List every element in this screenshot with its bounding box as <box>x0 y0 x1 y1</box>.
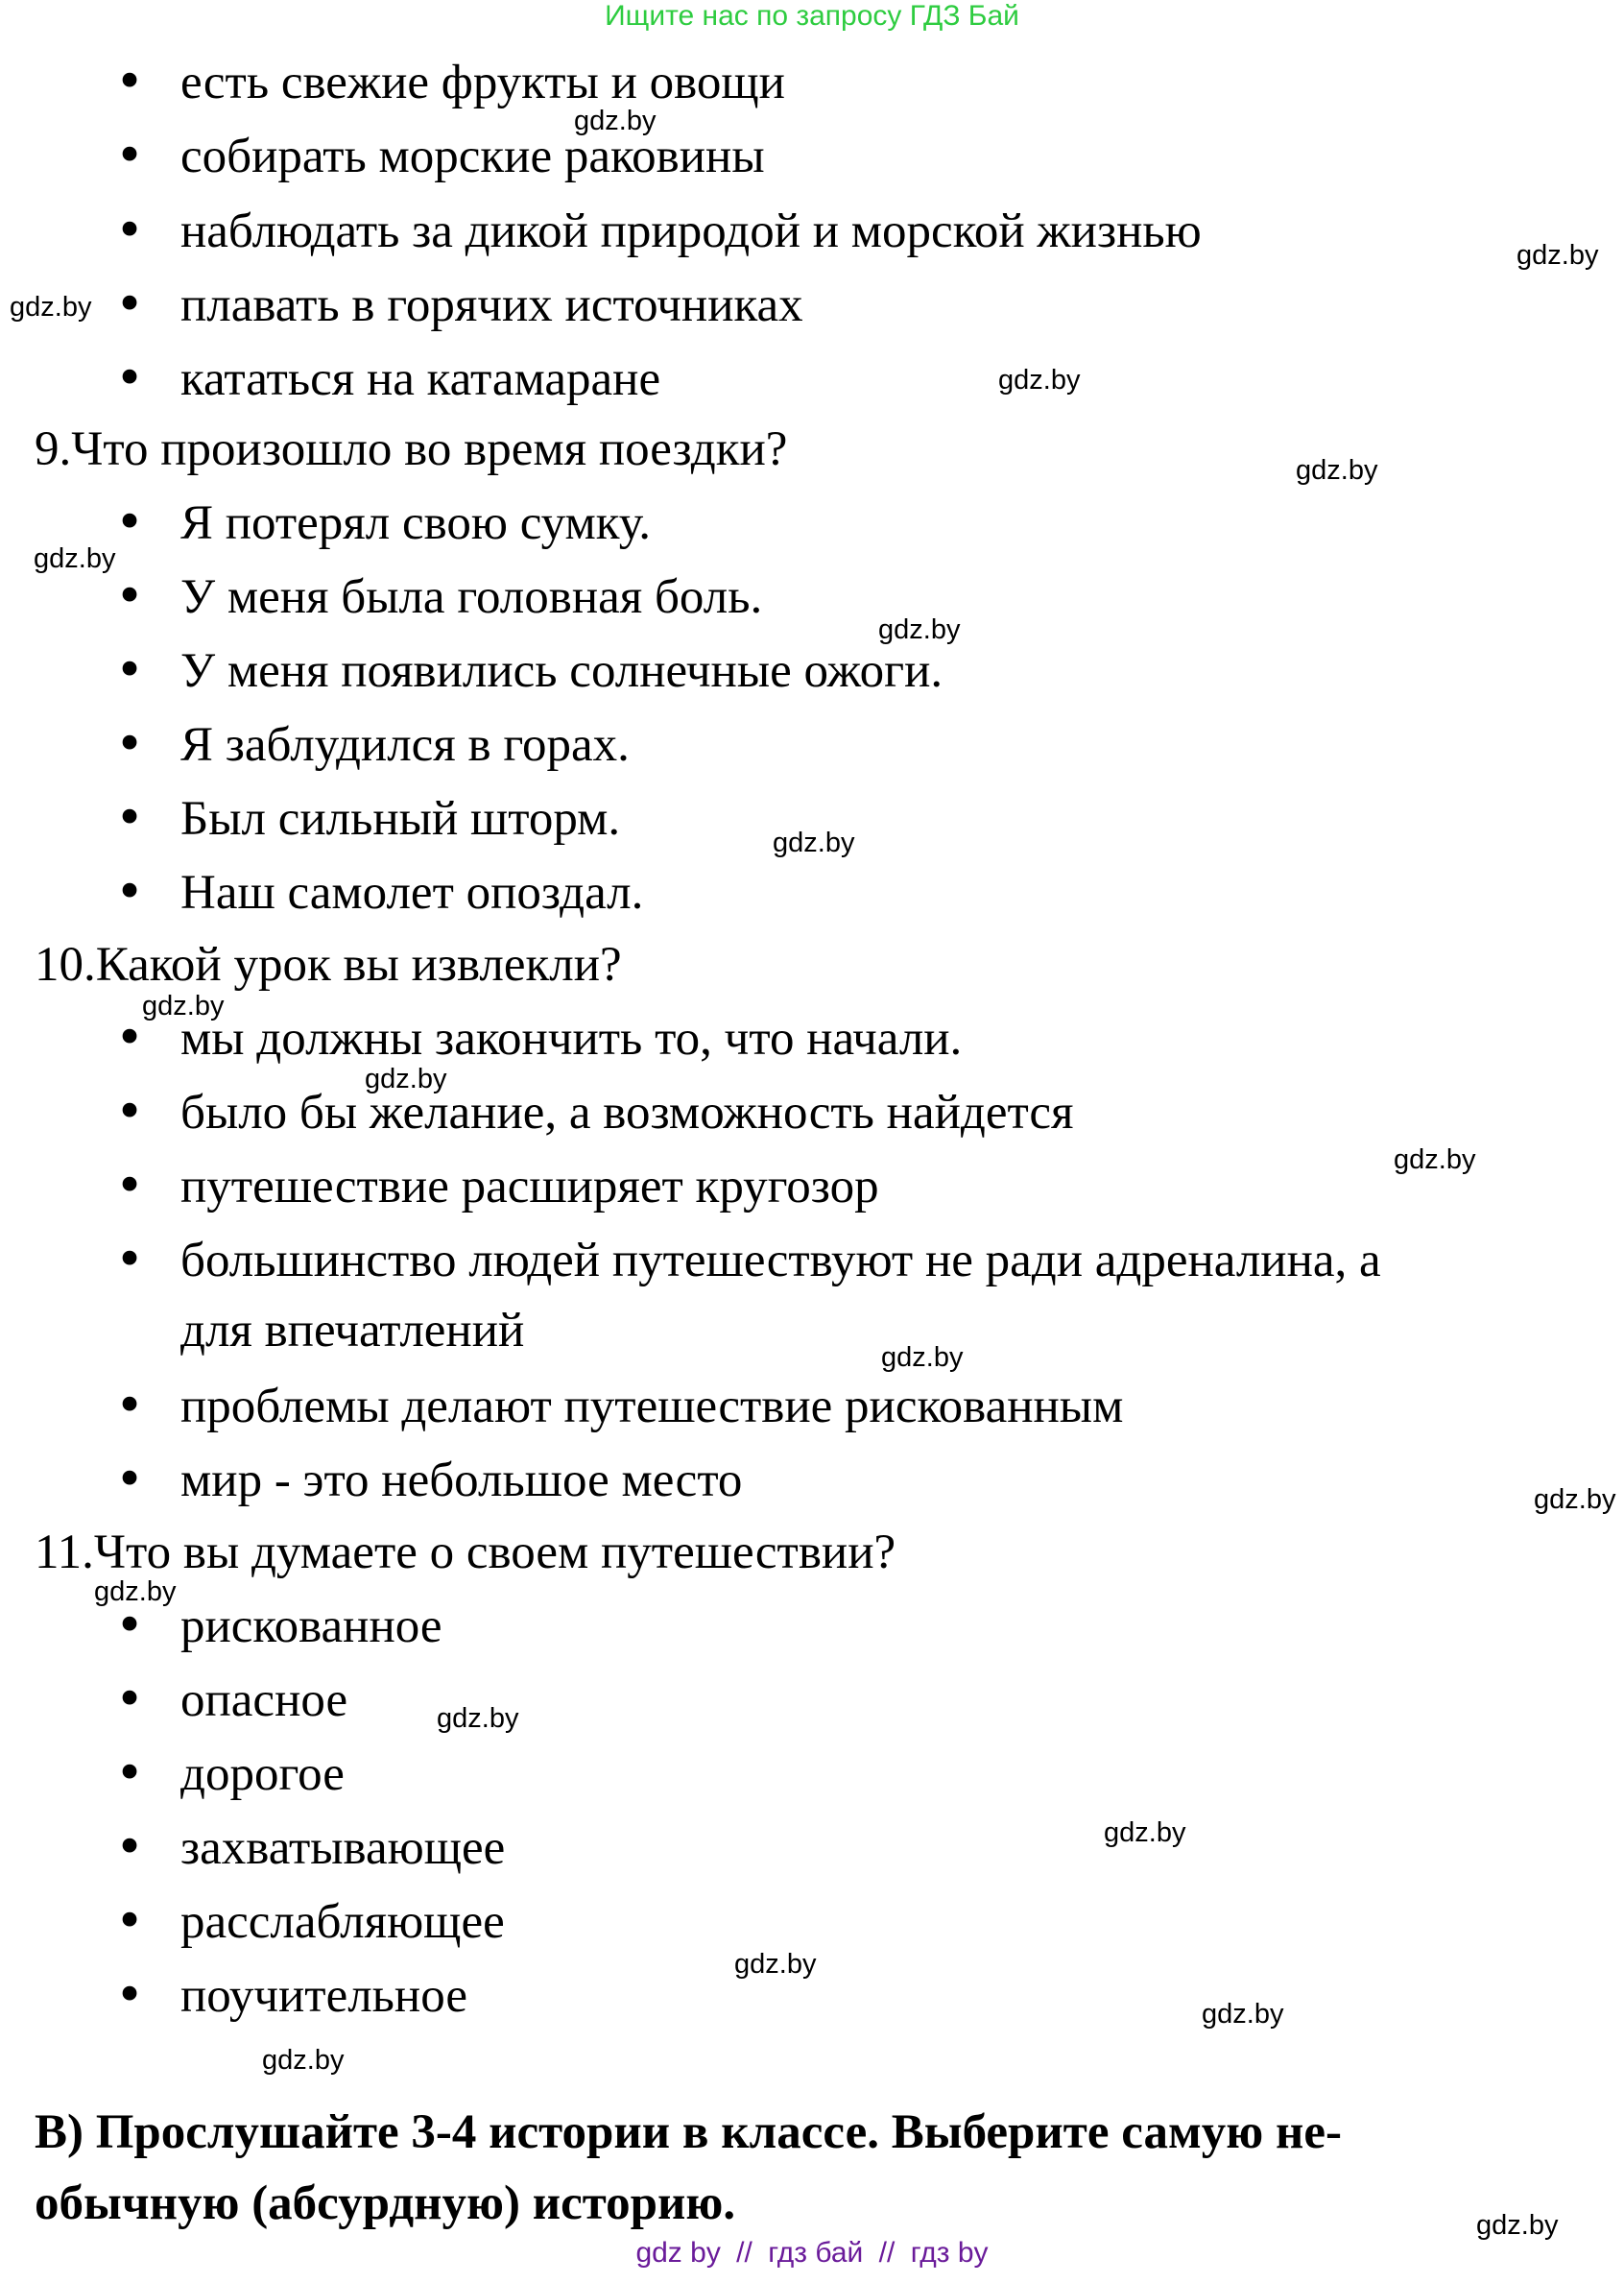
watermark: gdz.by <box>1202 1999 1284 2030</box>
watermark: gdz.by <box>1476 2210 1559 2241</box>
bullet-icon: • <box>115 276 145 333</box>
bullet-icon: • <box>115 1967 145 2024</box>
bullet-icon: • <box>115 864 145 921</box>
bullet-icon: • <box>115 642 145 699</box>
bullet-icon: • <box>115 1232 145 1288</box>
footer-link[interactable]: гдз by <box>910 2237 989 2269</box>
watermark: gdz.by <box>734 1949 817 1980</box>
watermark: gdz.by <box>773 828 855 858</box>
bullet-icon: • <box>115 1671 145 1728</box>
watermark: gdz.by <box>878 614 961 645</box>
bullet-icon: • <box>115 568 145 625</box>
watermark: gdz.by <box>1534 1484 1616 1515</box>
watermark: gdz.by <box>1296 455 1378 486</box>
watermark: gdz.by <box>881 1342 964 1373</box>
watermark: gdz.by <box>437 1703 519 1734</box>
bullet-icon: • <box>115 716 145 773</box>
watermark: gdz.by <box>1517 240 1599 271</box>
watermark: gdz.by <box>262 2045 345 2076</box>
bullet-icon: • <box>115 1819 145 1876</box>
bullet-icon: • <box>115 1010 145 1067</box>
watermark: gdz.by <box>1394 1144 1476 1175</box>
watermark: gdz.by <box>1104 1817 1186 1848</box>
site-banner: Ищите нас по запросу ГДЗ Бай <box>605 0 1019 32</box>
bullet-icon: • <box>115 1745 145 1802</box>
bullet-icon: • <box>115 54 145 110</box>
watermark: gdz.by <box>94 1576 177 1607</box>
bullet-icon: • <box>115 1158 145 1214</box>
bullet-icon: • <box>115 1893 145 1950</box>
watermark: gdz.by <box>34 543 116 574</box>
bullet-icon: • <box>115 494 145 551</box>
watermark: gdz.by <box>574 106 657 136</box>
watermark: gdz.by <box>365 1064 447 1094</box>
bullet-icon: • <box>115 790 145 847</box>
bullet-icon: • <box>115 1598 145 1654</box>
watermark: gdz.by <box>998 365 1081 396</box>
bullet-icon: • <box>115 203 145 259</box>
watermark: gdz.by <box>142 991 225 1021</box>
task-b: B) Прослушайте 3-4 истории в классе. Выберите самую не- обычную (абсурдную) историю. <box>35 2105 1342 2230</box>
footer-link[interactable]: gdz by <box>635 2237 721 2269</box>
bullet-icon: • <box>115 1084 145 1141</box>
bullet-icon: • <box>115 350 145 407</box>
footer-links: gdz by // гдз бай // гдз by <box>635 2237 989 2269</box>
footer-link[interactable]: гдз бай <box>768 2237 864 2269</box>
bullet-icon: • <box>115 1378 145 1434</box>
watermark: gdz.by <box>10 292 92 323</box>
bullet-icon: • <box>115 1452 145 1508</box>
bullet-icon: • <box>115 128 145 184</box>
